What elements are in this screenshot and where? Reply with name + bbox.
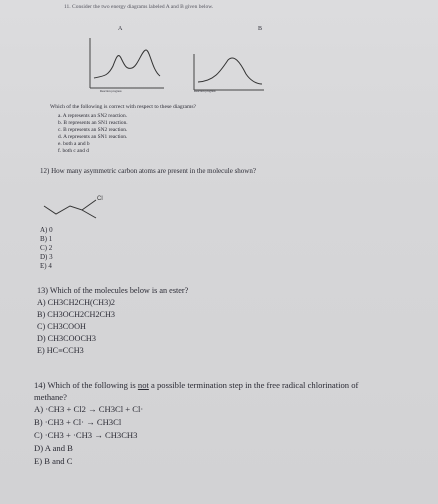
- diagram-a-curve: [94, 50, 160, 78]
- q12-answer: D) 3: [40, 253, 53, 261]
- diagram-b-curve: [198, 58, 262, 84]
- carbon-chain: [44, 200, 96, 214]
- q14-answer: E) B and C: [34, 456, 73, 466]
- not-emphasis: not: [137, 380, 149, 390]
- q11-option: f. both c and d: [58, 148, 89, 154]
- diagram-a-label: A: [118, 26, 123, 32]
- q13-answer: D) CH3COOCH3: [37, 334, 96, 343]
- q13-answer: B) CH3OCH2CH2CH3: [37, 310, 116, 319]
- question-11-stem: Which of the following is correct with respect to these diagrams?: [50, 104, 197, 110]
- question-11-header: 11. Consider the two energy diagrams labeled A and B given below.: [64, 4, 214, 10]
- q14-answer: D) A and B: [34, 443, 73, 453]
- q12-answer: B) 1: [40, 235, 53, 243]
- q13-answer: C) CH3COOH: [37, 322, 86, 331]
- q13-answer: E) HC≡CCH3: [37, 346, 84, 355]
- q14-answer: C) ·CH3 + ·CH3 → CH3CH3: [34, 430, 138, 440]
- q14-answer: B) ·CH3 + Cl· → CH3Cl: [34, 417, 122, 427]
- question-14-stem: 14) Which of the following is not a possible termination step in the free radical chlorination of: [34, 380, 359, 390]
- q12-answer: C) 2: [40, 244, 53, 252]
- diagram-a-axis-label: Reaction progress: [100, 89, 122, 93]
- q12-answer: E) 4: [40, 262, 52, 270]
- energy-diagram-a: [86, 36, 166, 92]
- chlorine-label: Cl: [97, 196, 103, 202]
- q12-answer: A) 0: [40, 226, 53, 234]
- question-12-stem: 12) How many asymmetric carbon atoms are present in the molecule shown?: [40, 167, 256, 175]
- branch-bond: [82, 210, 96, 218]
- q11-option: c. B represents an SN2 reaction.: [58, 127, 128, 133]
- q11-option: a. A represents an SN2 reaction.: [58, 113, 128, 119]
- question-13-stem: 13) Which of the molecules below is an ester?: [37, 286, 189, 295]
- q13-answer: A) CH3CH2CH(CH3)2: [37, 298, 116, 307]
- diagram-b-label: B: [258, 26, 263, 32]
- q11-option: d. A represents an SN1 reaction.: [58, 134, 128, 140]
- q14-answer: A) ·CH3 + Cl2 → CH3Cl + Cl·: [34, 404, 144, 414]
- question-14-stem-line2: methane?: [34, 392, 67, 402]
- q11-option: b. B represents an SN1 reaction.: [58, 120, 128, 126]
- molecule-structure: [40, 188, 110, 222]
- diagram-b-axis-label: Reaction progress: [194, 89, 216, 93]
- q11-option: e. both a and b: [58, 141, 90, 147]
- energy-diagram-b: [178, 52, 266, 94]
